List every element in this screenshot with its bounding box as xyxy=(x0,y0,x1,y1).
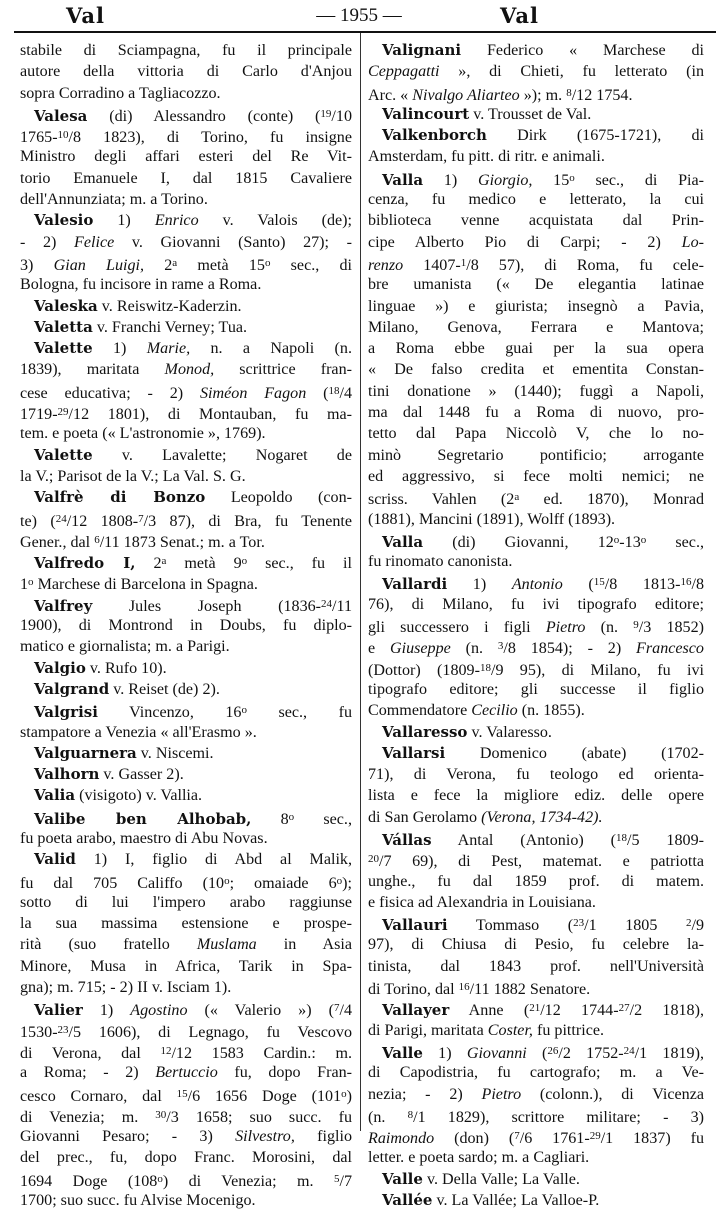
text-line: Ceppagatti », di Chieti, fu letterato (in xyxy=(368,63,704,81)
entry-headword: Valfrey xyxy=(34,596,93,615)
text-line: letter. e poeta sardo; m. a Cagliari. xyxy=(368,1149,590,1167)
text-line: del prec., fu, dopo Franc. Morosini, dal xyxy=(20,1149,352,1167)
text-line: (Dottor) (1809-$^{18}$/9 95), di Milano, fu ivi xyxy=(368,661,704,679)
text-line: Milano, Genova, Ferrara e Mantova; xyxy=(368,318,704,336)
text-line: gna); m. 715; - 2) II v. Isciam 1). xyxy=(20,979,232,997)
entry-headword: Valette xyxy=(34,445,93,464)
text-line: autore della vittoria di Carlo d'Anjou xyxy=(20,63,352,81)
entry-line: Valesa (di) Alessandro (conte) ($^{19}$/10 xyxy=(34,106,352,125)
text-line: (1881), Mancini (1891), Wolff (1893). xyxy=(368,510,616,528)
text-line: 1719-$^{29}$/12 1801), di Montauban, fu ma- xyxy=(20,406,352,424)
entry-headword: Vallardi xyxy=(382,575,448,594)
right-column xyxy=(368,40,704,1211)
text-line: e Giuseppe (n. $^3$/8 1854); - 2) Francesco xyxy=(368,640,704,658)
entry-headword: Valkenborch xyxy=(382,126,487,145)
entry-line: Valle v. Della Valle; La Valle. xyxy=(382,1169,580,1188)
text-line: cesco Cornaro, dal $^{15}$/6 1656 Doge (101$^o$) xyxy=(20,1087,352,1105)
page-header xyxy=(0,0,718,30)
text-line: - 2) Felice v. Giovanni (Santo) 27); - xyxy=(20,233,352,251)
text-line: Raimondo (don) ($^7$/6 1761-$^{29}$/1 1837) fu xyxy=(368,1130,704,1148)
text-line: fu poeta arabo, maestro di Abu Novas. xyxy=(20,829,268,847)
entry-line: Valetta v. Franchi Verney; Tua. xyxy=(34,317,248,336)
entry-headword: Valla xyxy=(382,532,424,551)
entry-line: Valla (di) Giovanni, 12$^o$-13$^o$ sec., xyxy=(382,532,704,551)
text-line: renzo 1407-$^1$/8 57), di Roma, fu cele- xyxy=(368,256,704,274)
entry-headword: Valfrè di Bonzo xyxy=(34,488,206,507)
text-line: dell'Annunziata; m. a Torino. xyxy=(20,191,208,209)
text-line: la sua massima estensione e prospe- xyxy=(20,915,352,933)
text-line: Commendatore Cecilio (n. 1855). xyxy=(368,702,585,720)
text-line: di Venezia; m. $^{30}$/3 1658; suo succ. fu xyxy=(20,1108,352,1126)
header-right-word: Val xyxy=(500,3,539,28)
entry-line: Valibe ben Alhobab, 8$^o$ sec., xyxy=(34,809,352,828)
text-line: Gener., dal $^6$/11 1873 Senat.; m. a Tor. xyxy=(20,533,265,551)
entry-headword: Valia xyxy=(34,786,76,805)
text-line: biblioteca venne acquistata dal Prin- xyxy=(368,212,704,230)
entry-headword: Valid xyxy=(34,850,76,869)
entry-headword: Valgio xyxy=(34,658,86,677)
text-line: 1694 Doge (108$^o$) di Venezia; m. $^5$/7 xyxy=(20,1172,352,1190)
text-line: matico e giornalista; m. a Parigi. xyxy=(20,638,230,656)
text-line: nezia; - 2) Pietro (colonn.), di Vicenza xyxy=(368,1085,704,1103)
entry-line: Vallée v. La Vallée; La Valloe-P. xyxy=(382,1191,600,1210)
text-line: 1765-$^{10}$/8 1823), di Torino, fu insigne xyxy=(20,129,352,147)
entry-line: Valignani Federico « Marchese di xyxy=(382,41,704,59)
entry-headword: Vallauri xyxy=(382,916,448,935)
text-line: di Capodistria, fu cartografo; m. a Ve- xyxy=(368,1064,704,1082)
entry-line: Valette v. Lavalette; Nogaret de xyxy=(34,445,352,464)
text-line: $^{20}$/7 69), di Pest, matemat. e patriotta xyxy=(368,853,704,871)
entry-line: Valfrey Jules Joseph (1836-$^{24}$/11 xyxy=(34,596,352,615)
entry-line: Valeska v. Reiswitz-Kaderzin. xyxy=(34,296,242,315)
entry-headword: Valla xyxy=(382,170,424,189)
entry-headword: Valignani xyxy=(382,41,462,59)
text-line: e fisica ad Alexandria in Louisiana. xyxy=(368,893,596,911)
entry-headword: Valesio xyxy=(34,211,94,230)
text-line: Giovanni Pesaro; - 3) Silvestro, figlio xyxy=(20,1128,352,1146)
entry-line: Vallarsi Domenico (abate) (1702- xyxy=(382,743,704,762)
entry-headword: Vallayer xyxy=(382,1001,450,1020)
entry-line: Valla 1) Giorgio, 15$^o$ sec., di Pia- xyxy=(382,170,704,189)
text-line: unghe., fu dal 1859 prof. di matem. xyxy=(368,872,704,890)
entry-headword: Valesa xyxy=(34,106,88,125)
text-line: ed aggressivo, si fece molti nemici; ne xyxy=(368,467,704,485)
text-line: fu rinomato canonista. xyxy=(368,553,513,571)
text-line: Amsterdam, fu pitt. di ritr. e animali. xyxy=(368,148,605,166)
entry-headword: Vallarsi xyxy=(382,743,446,762)
text-line: di San Gerolamo (Verona, 1734-42). xyxy=(368,808,603,826)
text-line: 3) Gian Luigi, 2$^a$ metà 15$^o$ sec., di xyxy=(20,256,352,274)
text-line: 97), di Chiusa di Pesio, fu celebre la- xyxy=(368,936,704,954)
text-line: (n. $^8$/1 1829), scrittore militare; - 3) xyxy=(368,1108,704,1126)
text-line: linguae ») e giurista; insegnò a Pavia, xyxy=(368,297,704,315)
entry-line: Valette 1) Marie, n. a Napoli (n. xyxy=(34,339,352,358)
left-column xyxy=(20,40,352,1211)
text-line: scriss. Vahlen (2$^a$ ed. 1870), Monrad xyxy=(368,491,704,509)
entry-line: Valfrè di Bonzo Leopoldo (con- xyxy=(34,488,352,507)
entry-headword: Valhorn xyxy=(34,765,100,784)
text-line: a Roma; - 2) Bertuccio fu, dopo Fran- xyxy=(20,1064,352,1082)
text-line: Minore, Musa in Africa, Tarik in Spa- xyxy=(20,957,352,975)
entry-line: Valfredo I, 2$^a$ metà 9$^o$ sec., fu il xyxy=(34,554,352,573)
text-line: ma dal 1448 fu a Roma di nuovo, pro- xyxy=(368,404,704,422)
text-line: bre umanista (« De elegantia latinae xyxy=(368,276,704,294)
entry-line: Valkenborch Dirk (1675-1721), di xyxy=(382,126,704,145)
entry-headword: Valle xyxy=(382,1169,423,1188)
text-line: tini donatione » (1440); fuggì a Napoli, xyxy=(368,382,704,400)
header-rule xyxy=(14,31,716,33)
entry-headword: Vállas xyxy=(382,830,432,849)
text-line: 1900), di Montrond in Doubs, fu diplo- xyxy=(20,617,352,635)
page-number: — 1955 — xyxy=(316,5,402,26)
entry-line: Valgrisi Vincenzo, 16$^o$ sec., fu xyxy=(34,703,352,722)
entry-line: Valincourt v. Trousset de Val. xyxy=(382,104,592,123)
header-left-word: Val xyxy=(66,3,105,28)
entry-headword: Valibe ben Alhobab, xyxy=(34,809,252,828)
text-line: 1839), maritata Monod, scrittrice fran- xyxy=(20,361,352,379)
entry-headword: Vallée xyxy=(382,1191,433,1210)
text-line: fu dal 705 Califfo (10$^o$; omaiade 6$^o$); xyxy=(20,874,352,892)
entry-line: Vallardi 1) Antonio ($^{15}$/8 1813-$^{16}$/8 xyxy=(382,575,704,594)
text-line: 71), di Verona, fu teologo ed orienta- xyxy=(368,766,704,784)
entry-headword: Valfredo I, xyxy=(34,554,136,573)
entry-headword: Valeska xyxy=(34,296,98,315)
text-line: a Roma ebbe guai per la sua opera xyxy=(368,340,704,358)
text-line: tem. e poeta (« L'astronomie », 1769). xyxy=(20,425,266,443)
text-line: di Verona, dal $^{12}$/12 1583 Cardin.: m. xyxy=(20,1044,352,1062)
entry-line: Valier 1) Agostino (« Valerio ») ($^7$/4 xyxy=(34,1001,352,1020)
text-line: stampatore a Venezia « all'Erasmo ». xyxy=(20,723,257,741)
entry-headword: Valier xyxy=(34,1001,83,1020)
entry-line: Valia (visigoto) v. Vallia. xyxy=(34,786,203,805)
text-line: la V.; Parisot de la V.; La Val. S. G. xyxy=(20,467,246,485)
entry-line: Valhorn v. Gasser 2). xyxy=(34,765,184,784)
entry-headword: Valetta xyxy=(34,317,93,336)
text-line: sotto di lui l'impero arabo raggiunse xyxy=(20,893,352,911)
text-line: sopra Corradino a Tagliacozzo. xyxy=(20,84,221,102)
entry-headword: Valgrisi xyxy=(34,703,98,722)
text-line: 1530-$^{23}$/5 1606), di Legnago, fu Vescovo xyxy=(20,1023,352,1041)
text-line: tinista, dal 1843 prof. nell'Università xyxy=(368,957,704,975)
entry-headword: Valguarnera xyxy=(34,743,137,762)
entry-headword: Valle xyxy=(382,1043,423,1062)
text-line: Ministro degli affari esteri del Re Vit- xyxy=(20,148,352,166)
entry-headword: Valgrand xyxy=(34,679,110,698)
entry-line: Valgio v. Rufo 10). xyxy=(34,658,167,677)
text-line: di Parigi, maritata Coster, fu pittrice. xyxy=(368,1021,605,1039)
text-line: tetto dal Papa Niccolò V, che lo no- xyxy=(368,425,704,443)
column-divider xyxy=(360,33,361,1131)
text-line: di Torino, dal $^{16}$/11 1882 Senatore. xyxy=(368,981,591,999)
text-line: 1700; suo succ. fu Alvise Mocenigo. xyxy=(20,1192,256,1210)
entry-headword: Vallaresso xyxy=(382,722,468,741)
text-line: te) ($^{24}$/12 1808-$^7$/3 87), di Bra, fu Tenente xyxy=(20,512,352,530)
entry-line: Valid 1) I, figlio di Abd al Malik, xyxy=(34,850,352,869)
entry-headword: Valincourt xyxy=(382,104,470,123)
text-line: lista e fece la migliore ediz. delle opere xyxy=(368,787,704,805)
entry-line: Valesio 1) Enrico v. Valois (de); xyxy=(34,211,352,230)
text-line: 76), di Milano, fu ivi tipografo editore; xyxy=(368,595,704,613)
text-line: torio Emanuele I, dal 1815 Cavaliere xyxy=(20,169,352,187)
entry-line: Valgrand v. Reiset (de) 2). xyxy=(34,679,220,698)
entry-line: Vallauri Tommaso ($^{23}$/1 1805 $^2$/9 xyxy=(382,916,704,935)
entry-line: Vallaresso v. Valaresso. xyxy=(382,722,552,741)
text-line: cese educativa; - 2) Siméon Fagon ($^{18}$/4 xyxy=(20,384,352,402)
entry-line: Vállas Antal (Antonio) ($^{18}$/5 1809- xyxy=(382,830,704,849)
text-line: 1$^o$ Marchese di Barcelona in Spagna. xyxy=(20,576,258,594)
text-line: stabile di Sciampagna, fu il principale xyxy=(20,42,352,59)
entry-line: Valguarnera v. Niscemi. xyxy=(34,743,214,762)
text-line: minò Segretario pontificio; arrogante xyxy=(368,446,704,464)
text-line: Bologna, fu incisore in rame a Roma. xyxy=(20,276,262,294)
text-line: Arc. « Nivalgo Aliarteo »); m. $^8$/12 1754. xyxy=(368,86,633,104)
text-line: gli successero i figli Pietro (n. $^9$/3 1852) xyxy=(368,619,704,637)
text-line: cenza, fu medico e letterato, la cui xyxy=(368,191,704,209)
text-line: tipografo editore; gli successe il figlio xyxy=(368,680,704,698)
text-line: rità (suo fratello Muslama in Asia xyxy=(20,936,352,954)
entry-line: Valle 1) Giovanni ($^{26}$/2 1752-$^{24}$/1 1819), xyxy=(382,1043,704,1062)
entry-headword: Valette xyxy=(34,339,93,358)
text-line: « De falso credita et ementita Constan- xyxy=(368,361,704,379)
text-line: cipe Alberto Pio di Carpi; - 2) Lo- xyxy=(368,233,704,251)
entry-line: Vallayer Anne ($^{21}$/12 1744-$^{27}$/2 1818), xyxy=(382,1001,704,1020)
